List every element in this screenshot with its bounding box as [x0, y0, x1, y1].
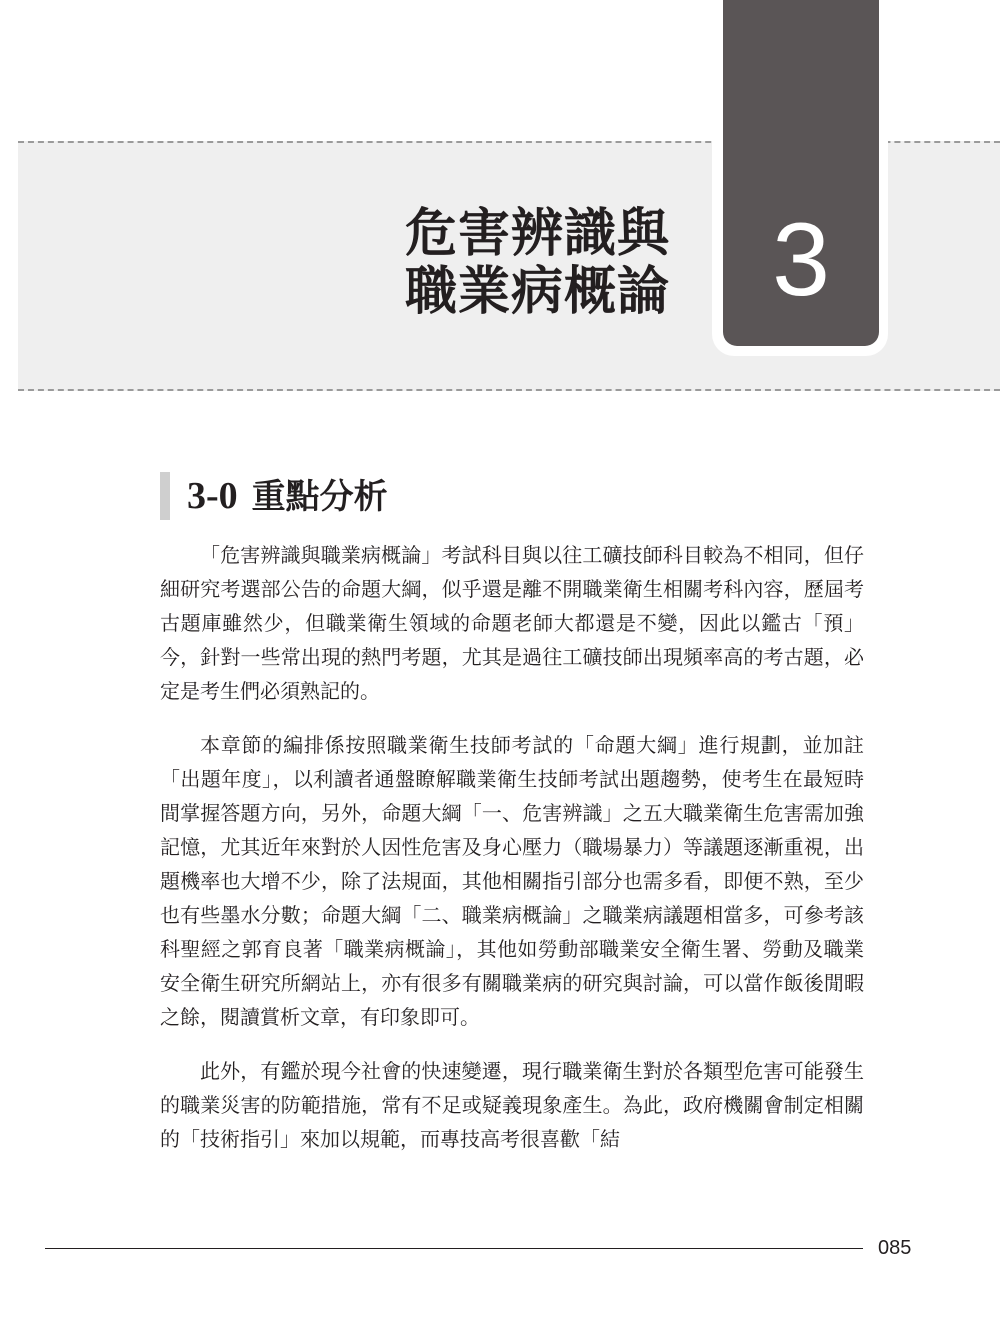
body-text: [160, 538, 864, 1176]
chapter-number: 3: [772, 202, 830, 318]
footer-rule: [45, 1248, 863, 1249]
section-number: 3-0: [187, 475, 238, 517]
page-number: 085: [878, 1237, 912, 1259]
chapter-title-line-2: 職業病概論: [404, 262, 670, 322]
chapter-title: [270, 205, 670, 321]
section-heading: [187, 470, 388, 523]
section-title: 重點分析: [251, 477, 388, 517]
paragraph-2: 本章節的編排係按照職業衛生技師考試的「命題大綱」進行規劃，並加註「出題年度」，以利讀者通盤瞭解職業衛生技師考試出題趨勢，使考生在最短時間掌握答題方向，另外，命題大綱「一、危害辨識」之五大職業衛生危害需加強記憶，尤其近年來對於人因性危害及身心壓力（職場暴力）等議題逐漸重視，出題機率也大增不少，除了法規面，其他相關指引部分也需多看，即便不熟，至少也有些墨水分數；命題大綱「二、職業病概論」之職業病議題相當多，可參考該科聖經之郭育良著「職業病概論」，其他如勞動部職業安全衛生署、勞動及職業安全衛生研究所網站上，亦有很多有關職業病的研究與討論，可以當作飯後閒暇之餘，閱讀賞析文章，有印象即可。: [160, 733, 864, 1029]
chapter-title-line-1: 危害辨識與: [404, 204, 670, 264]
paragraph-3: 此外，有鑑於現今社會的快速變遷，現行職業衛生對於各類型危害可能發生的職業災害的防範措施，常有不足或疑義現象產生。為此，政府機關會制定相關的「技術指引」來加以規範，而專技高考很喜歡「結: [160, 1059, 864, 1151]
section-heading-bar: [160, 472, 170, 520]
paragraph-1: 「危害辨識與職業病概論」考試科目與以往工礦技師科目較為不相同，但仔細研究考選部公告的命題大綱，似乎還是離不開職業衛生相關考科內容，歷屆考古題庫雖然少，但職業衛生領域的命題老師大都還是不變，因此以鑑古「預」今，針對一些常出現的熱門考題，尤其是過往工礦技師出現頻率高的考古題，必定是考生們必須熟記的。: [160, 543, 864, 703]
